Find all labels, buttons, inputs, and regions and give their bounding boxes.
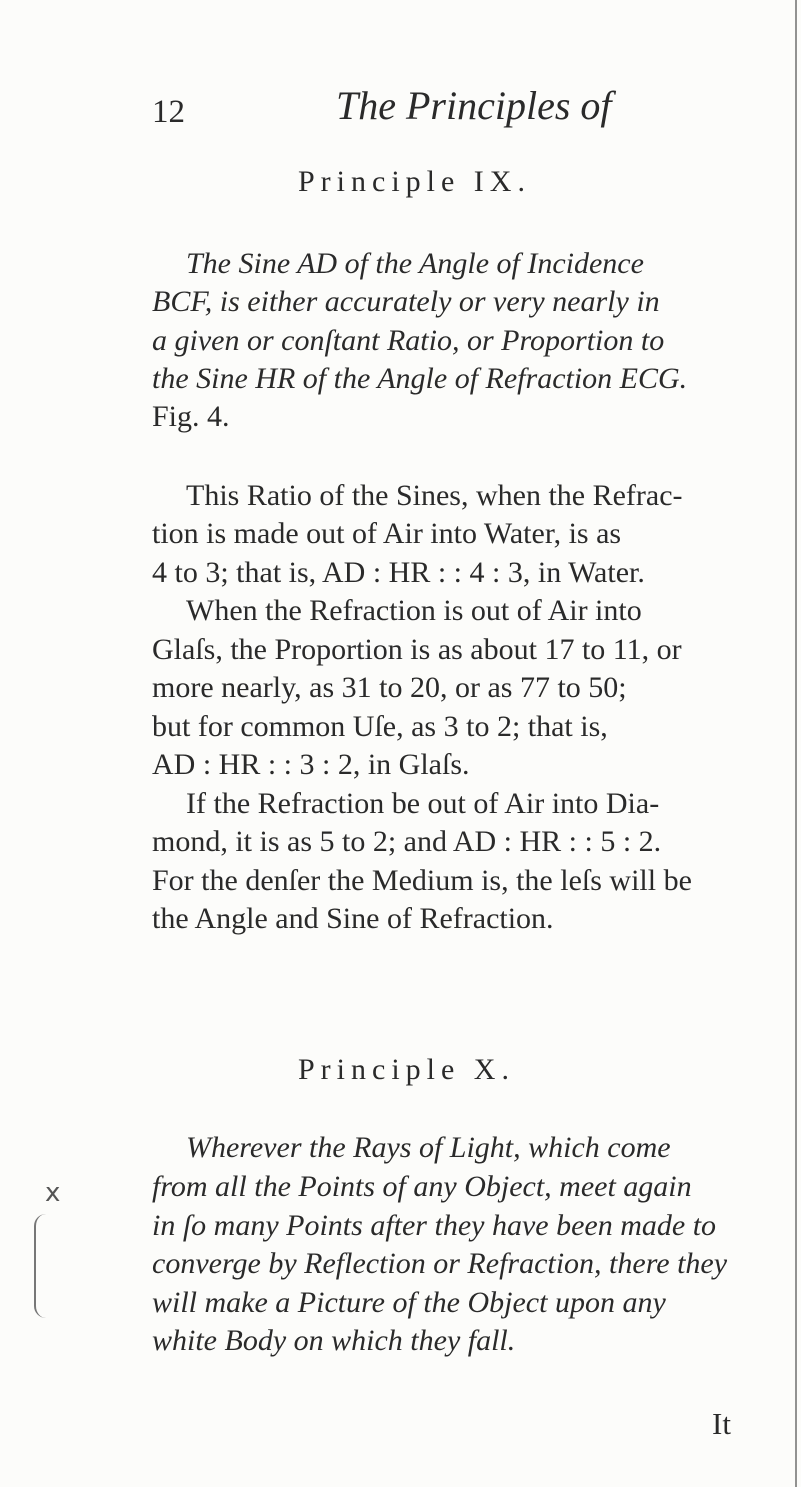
principle-9-statement-line: The Sine AD of the Angle of Incidence xyxy=(186,247,644,280)
catchword: It xyxy=(712,1406,731,1441)
body-text-line: For the denſer the Medium is, the leſs will be xyxy=(152,864,692,897)
body-text-line: mond, it is as 5 to 2; and AD : HR : : 5 : 2. xyxy=(152,825,662,858)
body-text-line: tion is made out of Air into Water, is as xyxy=(152,517,622,550)
body-text-line: but for common Uſe, as 3 to 2; that is, xyxy=(152,710,608,743)
body-text-line: If the Refraction be out of Air into Dia- xyxy=(186,787,660,820)
principle-10-heading: Principle X. xyxy=(298,1053,515,1086)
body-text-line: more nearly, as 31 to 20, or as 77 to 50; xyxy=(152,671,627,704)
handwritten-margin-brace xyxy=(34,1214,46,1318)
principle-10-statement-line: white Body on which they fall. xyxy=(152,1324,516,1357)
principle-9-statement-line: BCF, is either accurately or very nearly in xyxy=(152,285,660,318)
figure-reference: Fig. 4. xyxy=(152,400,230,433)
principle-9-statement-line: a given or conſtant Ratio, or Proportion to xyxy=(152,324,665,357)
handwritten-margin-mark: x xyxy=(45,1178,61,1208)
principle-9-statement-line: the Sine HR of the Angle of Refraction ECG. xyxy=(152,362,688,395)
page-number: 12 xyxy=(152,94,185,130)
running-title: The Principles of xyxy=(336,83,612,128)
body-text-line: 4 to 3; that is, AD : HR : : 4 : 3, in Water. xyxy=(152,556,645,589)
principle-10-statement-line: in ſo many Points after they have been made to xyxy=(152,1209,717,1242)
body-text-line: This Ratio of the Sines, when the Refrac- xyxy=(186,479,683,512)
principle-10-statement-line: will make a Picture of the Object upon any xyxy=(152,1286,666,1319)
body-text-line: When the Refraction is out of Air into xyxy=(186,594,642,627)
body-text-line: the Angle and Sine of Refraction. xyxy=(152,902,554,935)
body-text-line: AD : HR : : 3 : 2, in Glaſs. xyxy=(152,748,470,781)
body-text-line: Glaſs, the Proportion is as about 17 to 11, or xyxy=(152,633,682,666)
page-edge-line xyxy=(795,0,797,1487)
principle-10-statement-line: from all the Points of any Object, meet again xyxy=(152,1170,692,1203)
principle-10-statement-line: Wherever the Rays of Light, which come xyxy=(186,1131,671,1164)
principle-9-heading: Principle IX. xyxy=(298,165,531,198)
principle-10-statement-line: converge by Reflection or Refraction, there they xyxy=(152,1247,728,1280)
